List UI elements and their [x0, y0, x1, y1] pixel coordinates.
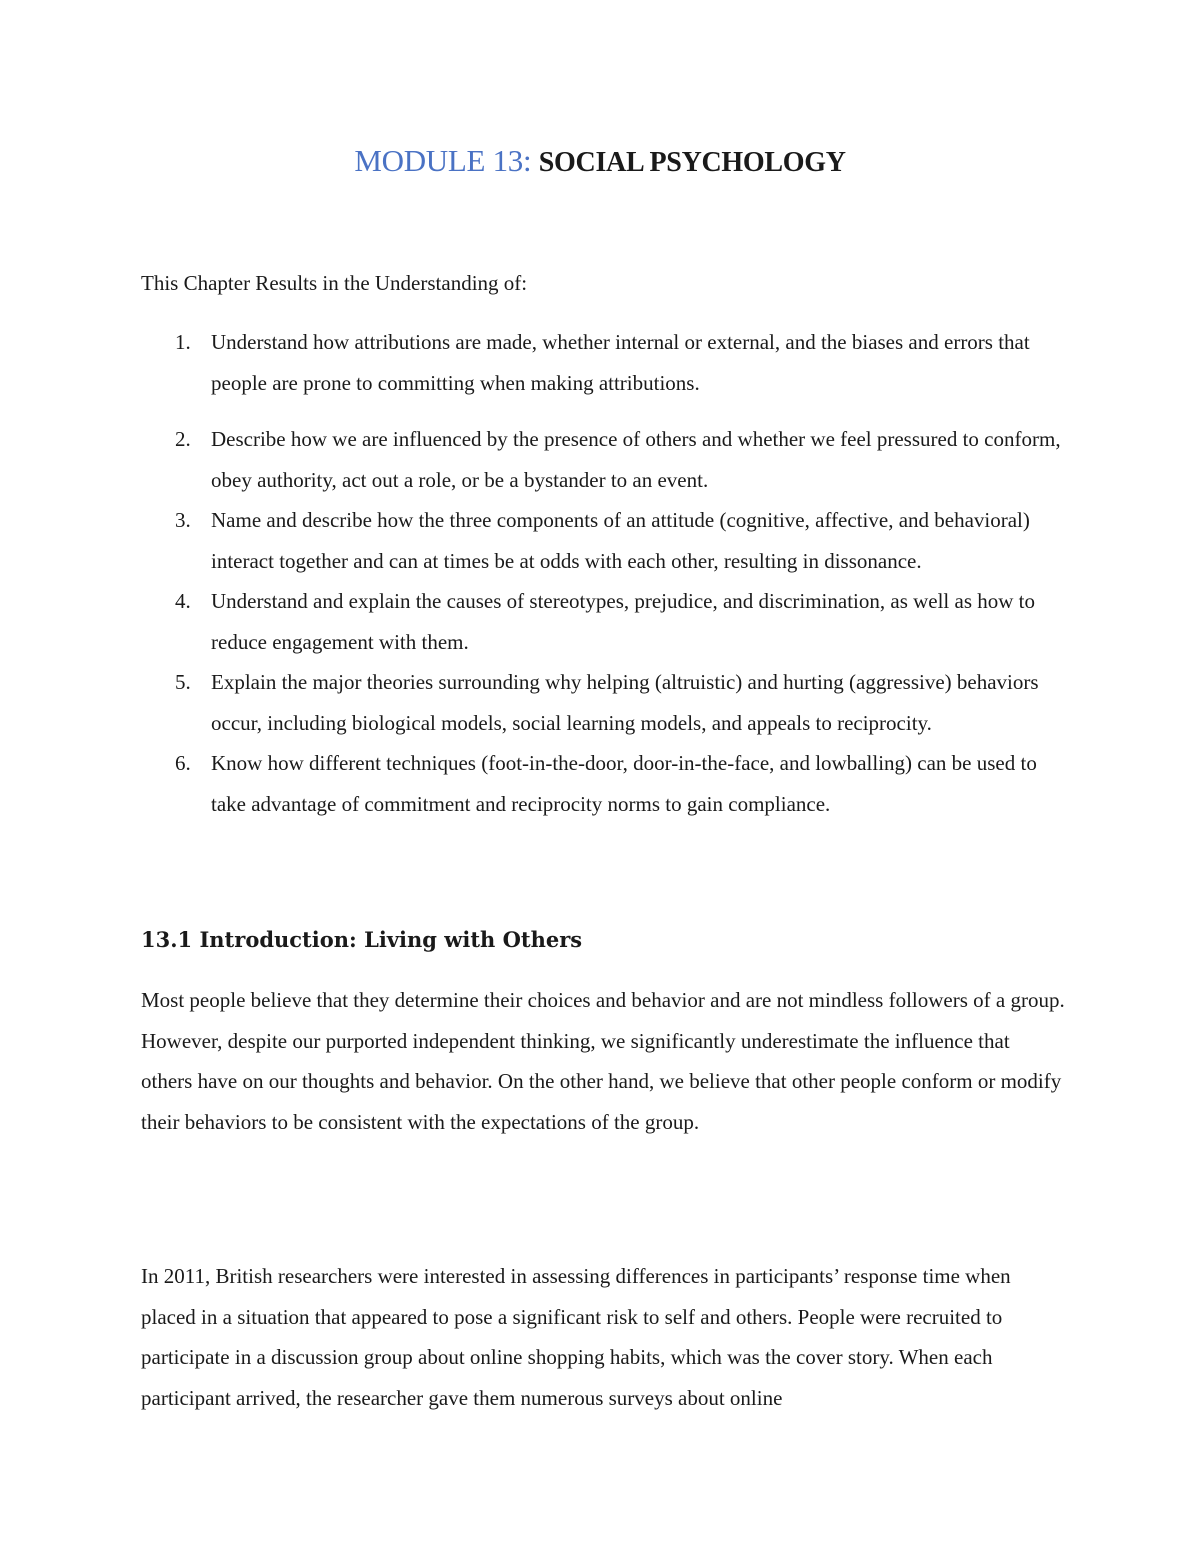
objective-text: Know how different techniques (foot-in-the-door, door-in-the-face, and lowballing) can be used to take advantage of commitment and reciprocity norms to gain compliance.: [211, 751, 1037, 816]
objective-number: 2.: [175, 427, 191, 451]
body-paragraph: Most people believe that they determine their choices and behavior and are not mindless followers of a group. However, despite our purported independent thinking, we significantly underestimate the influence that others have on our thoughts and behavior. On the other hand, we believe that other people conform or modify their behaviors to be consistent with the expectations of the group.: [141, 988, 1065, 1134]
module-label: MODULE 13:: [354, 143, 532, 178]
objective-item: [141, 743, 1061, 824]
objectives-intro: This Chapter Results in the Understanding of:: [141, 271, 528, 295]
learning-objectives-list: [141, 322, 1061, 824]
page-title: [0, 141, 1200, 183]
objective-item: [141, 581, 1061, 662]
section-heading: 13.1 Introduction: Living with Others: [141, 927, 583, 952]
objective-text: Understand and explain the causes of stereotypes, prejudice, and discrimination, as well as how to reduce engagement with them.: [211, 589, 1036, 654]
objective-item: [141, 662, 1061, 743]
objective-number: 5.: [175, 670, 191, 694]
objective-text: Explain the major theories surrounding why helping (altruistic) and hurting (aggressive) behaviors occur, including biological models, social learning models, and appeals to reciprocity.: [211, 670, 1039, 735]
objective-number: 3.: [175, 508, 191, 532]
objective-number: 1.: [175, 330, 191, 354]
objective-number: 4.: [175, 589, 191, 613]
objective-text: Understand how attributions are made, whether internal or external, and the biases and errors that people are prone to committing when making attributions.: [211, 330, 1030, 395]
objective-item: [141, 500, 1061, 581]
objective-item: [141, 322, 1061, 403]
objective-number: 6.: [175, 751, 191, 775]
body-paragraph: In 2011, British researchers were interested in assessing differences in participants’ response time when placed in a situation that appeared to pose a significant risk to self and others. People were recruited to participate in a discussion group about online shopping habits, which was the cover story. When each participant arrived, the researcher gave them numerous surveys about online: [141, 1264, 1011, 1410]
objective-text: Describe how we are influenced by the presence of others and whether we feel pressured to conform, obey authority, act out a role, or be a bystander to an event.: [211, 427, 1061, 492]
objective-text: Name and describe how the three components of an attitude (cognitive, affective, and behavioral) interact together and can at times be at odds with each other, resulting in dissonance.: [211, 508, 1030, 573]
objective-item: [141, 419, 1061, 500]
module-subject: SOCIAL PSYCHOLOGY: [538, 147, 846, 178]
